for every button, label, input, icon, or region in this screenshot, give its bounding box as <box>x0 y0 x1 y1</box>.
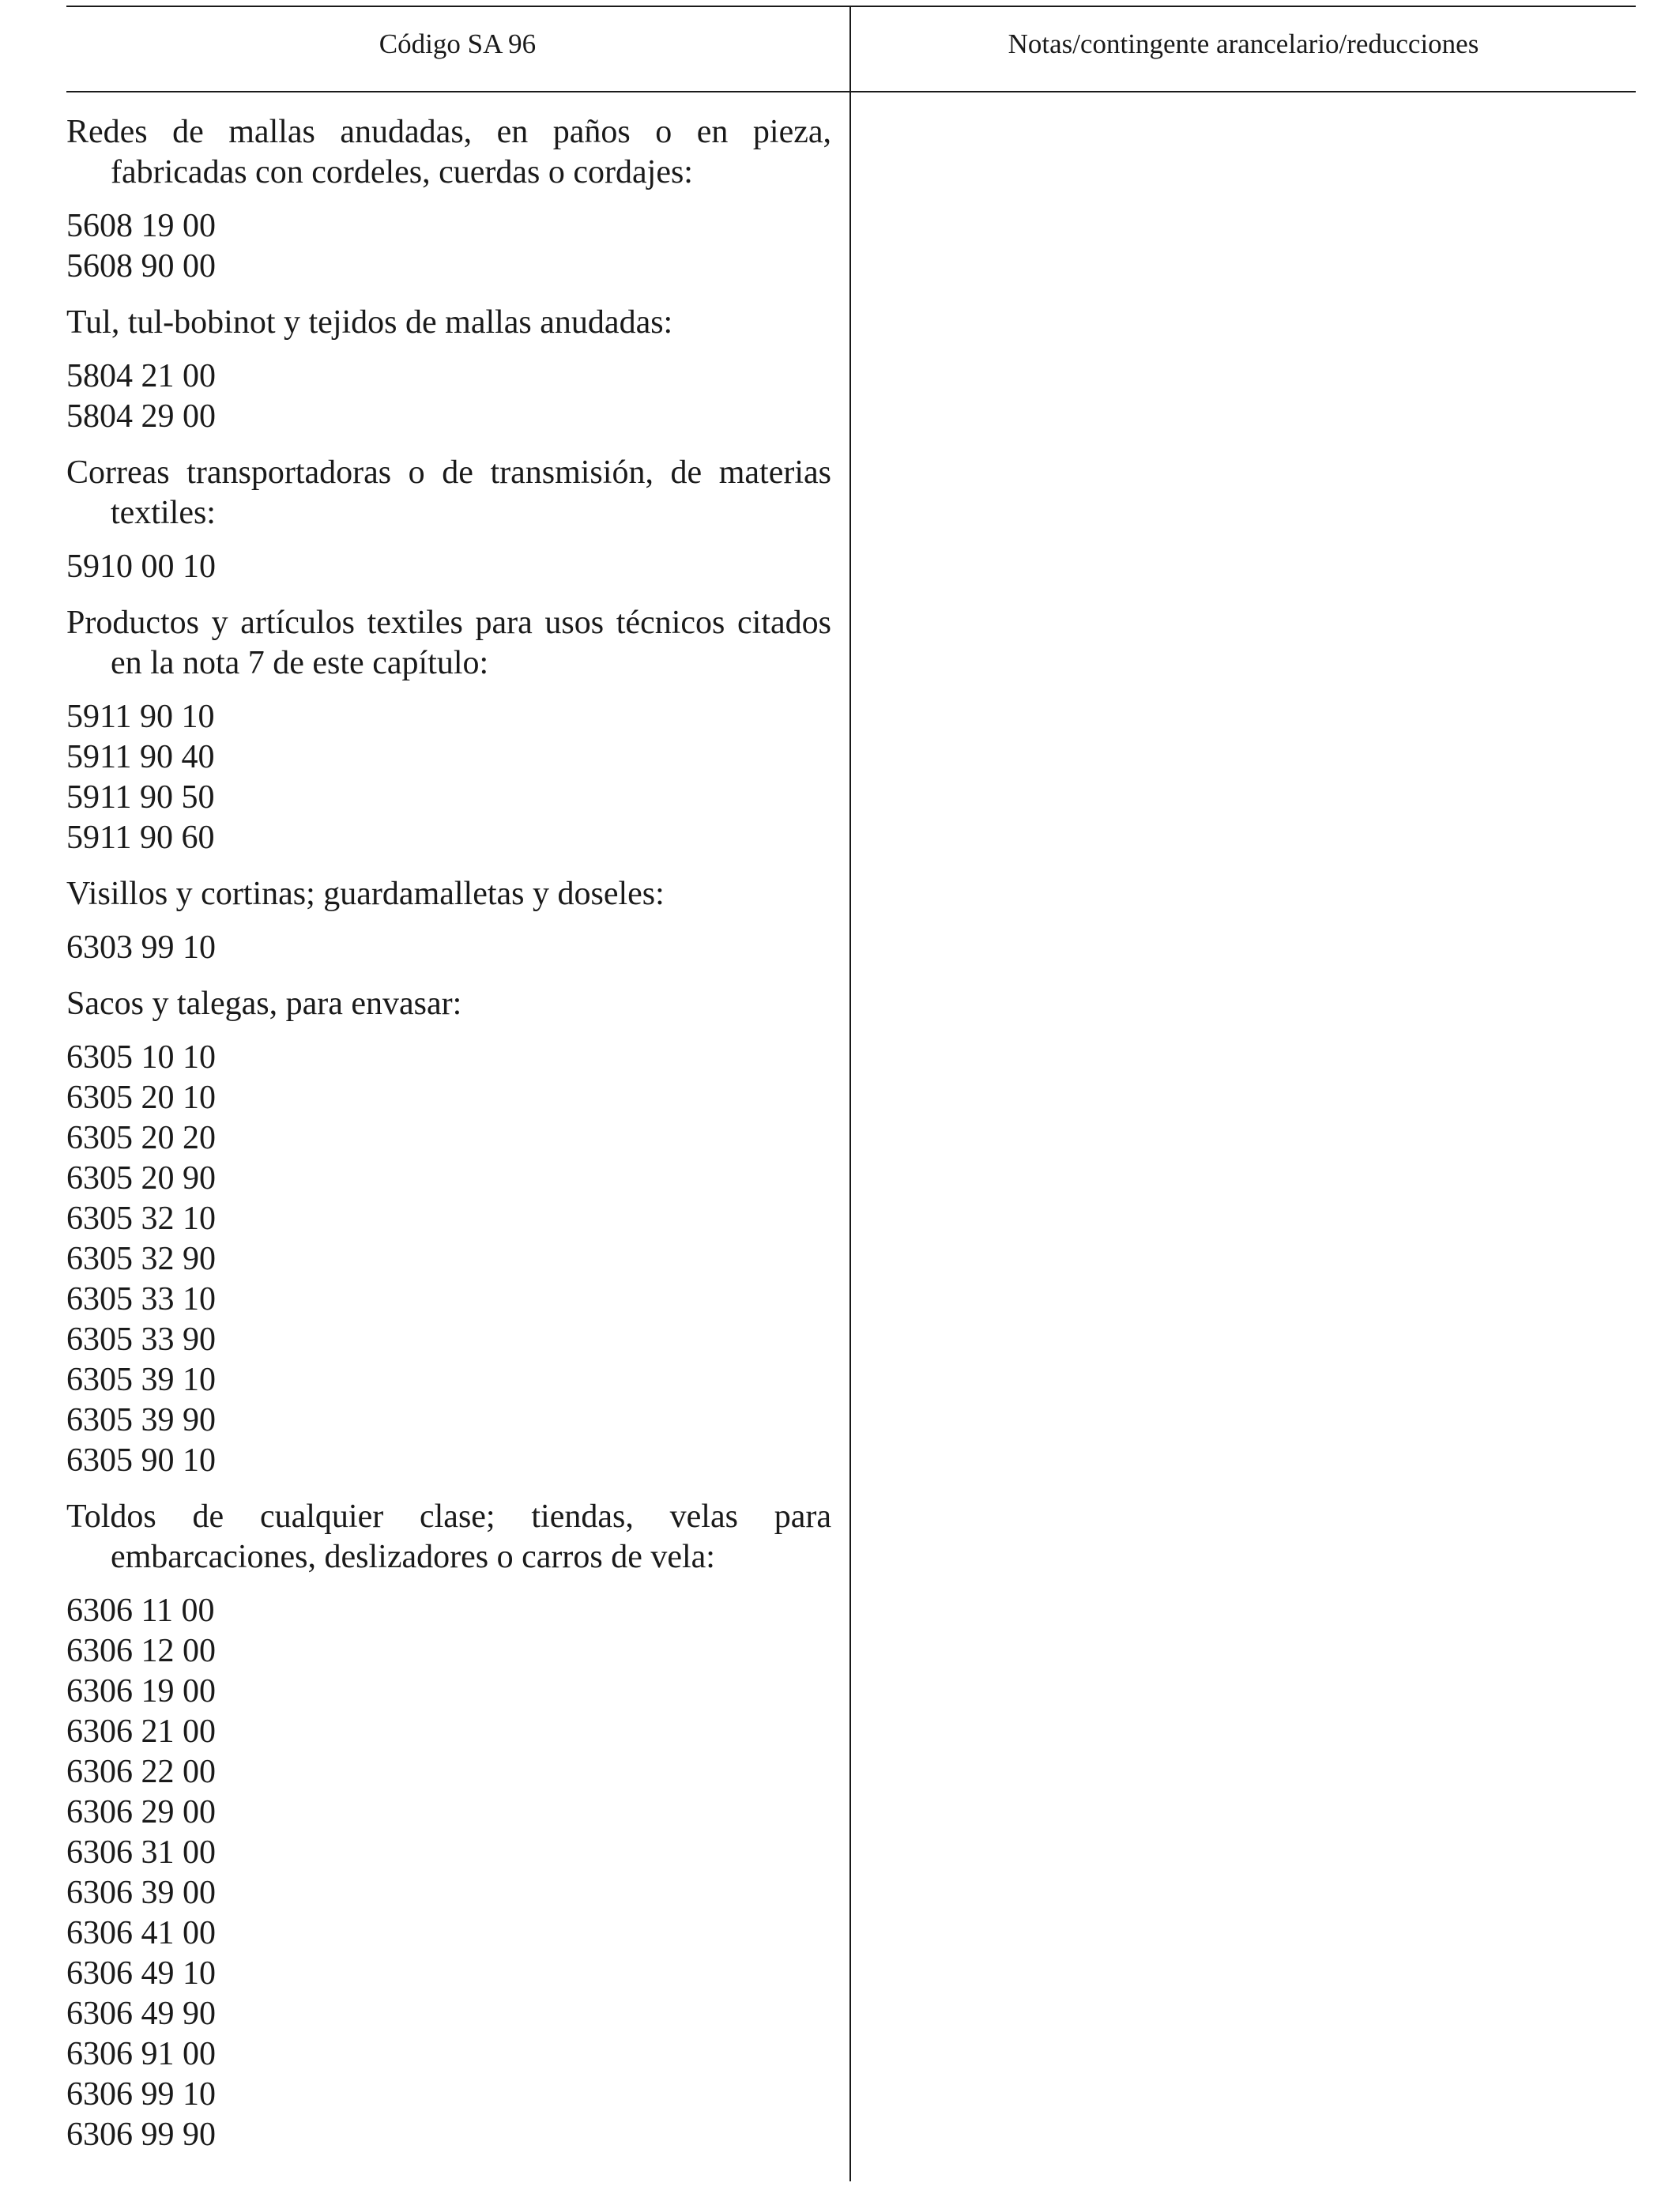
hs-code-list <box>66 206 831 287</box>
product-group-description: Productos y artículos textiles para usos técnicos citados en la nota 7 de este capítulo: <box>66 605 831 681</box>
product-group-description: Sacos y talegas, para envasar: <box>66 986 462 1022</box>
hs-code: 5804 29 00 <box>66 398 216 435</box>
hs-code: 6305 20 10 <box>66 1080 216 1116</box>
hs-code: 6305 32 90 <box>66 1241 216 1277</box>
hs-code: 6305 20 90 <box>66 1160 216 1197</box>
hs-code: 5608 19 00 <box>66 208 216 244</box>
hs-code-list <box>66 1591 831 2155</box>
hs-code: 6305 32 10 <box>66 1201 216 1237</box>
hs-code: 6305 39 90 <box>66 1402 216 1438</box>
product-group <box>66 453 831 587</box>
hs-code: 6306 49 10 <box>66 1955 216 1992</box>
hs-code: 6305 10 10 <box>66 1039 216 1076</box>
hs-code: 6306 39 00 <box>66 1875 216 1911</box>
hs-code: 6305 33 10 <box>66 1281 216 1318</box>
hs-code: 5911 90 60 <box>66 820 215 856</box>
hs-code: 6306 19 00 <box>66 1673 216 1710</box>
hs-code-list <box>66 928 831 968</box>
product-group <box>66 112 831 287</box>
product-group <box>66 984 831 1481</box>
hs-code: 6306 99 90 <box>66 2117 216 2153</box>
hs-code: 6305 90 10 <box>66 1442 216 1479</box>
hs-code: 5911 90 40 <box>66 739 215 775</box>
hs-code: 5804 21 00 <box>66 358 216 394</box>
hs-code: 5911 90 50 <box>66 779 215 816</box>
product-group-description: Toldos de cualquier clase; tiendas, velas para embarcaciones, deslizadores o carros de vela: <box>66 1498 831 1575</box>
hs-code-list <box>66 697 831 858</box>
column-header-notes: Notas/contingente arancelario/reducciones <box>1008 28 1479 59</box>
product-group-description: Tul, tul-bobinot y tejidos de mallas anudadas: <box>66 304 673 341</box>
hs-code: 5911 90 10 <box>66 699 215 735</box>
hs-code: 6305 20 20 <box>66 1120 216 1156</box>
hs-code: 6303 99 10 <box>66 929 216 966</box>
tariff-code-list <box>66 112 831 2171</box>
hs-code: 6306 21 00 <box>66 1713 216 1750</box>
hs-code: 6305 39 10 <box>66 1362 216 1398</box>
hs-code: 6306 22 00 <box>66 1754 216 1790</box>
product-group <box>66 303 831 437</box>
hs-code: 6305 33 90 <box>66 1321 216 1358</box>
hs-code-list <box>66 356 831 437</box>
hs-code: 5910 00 10 <box>66 548 216 585</box>
product-group-description: Redes de mallas anudadas, en paños o en pieza, fabricadas con cordeles, cuerdas o cordajes: <box>66 114 831 190</box>
product-group <box>66 874 831 968</box>
hs-code: 5608 90 00 <box>66 248 216 285</box>
hs-code: 6306 12 00 <box>66 1633 216 1669</box>
hs-code: 6306 11 00 <box>66 1593 215 1629</box>
hs-code: 6306 31 00 <box>66 1834 216 1871</box>
product-group-description: Correas transportadoras o de transmisión, de materias textiles: <box>66 454 831 531</box>
hs-code: 6306 41 00 <box>66 1915 216 1951</box>
hs-code: 6306 99 10 <box>66 2076 216 2113</box>
table-header-rule <box>66 91 1636 92</box>
product-group <box>66 603 831 858</box>
table-top-rule <box>66 6 1636 7</box>
hs-code-list <box>66 547 831 587</box>
table-column-divider <box>849 6 851 2181</box>
column-header-code: Código SA 96 <box>379 28 537 59</box>
hs-code: 6306 29 00 <box>66 1794 216 1830</box>
hs-code: 6306 91 00 <box>66 2036 216 2072</box>
product-group <box>66 1497 831 2155</box>
hs-code: 6306 49 90 <box>66 1996 216 2032</box>
product-group-description: Visillos y cortinas; guardamalletas y doseles: <box>66 876 665 912</box>
hs-code-list <box>66 1038 831 1481</box>
